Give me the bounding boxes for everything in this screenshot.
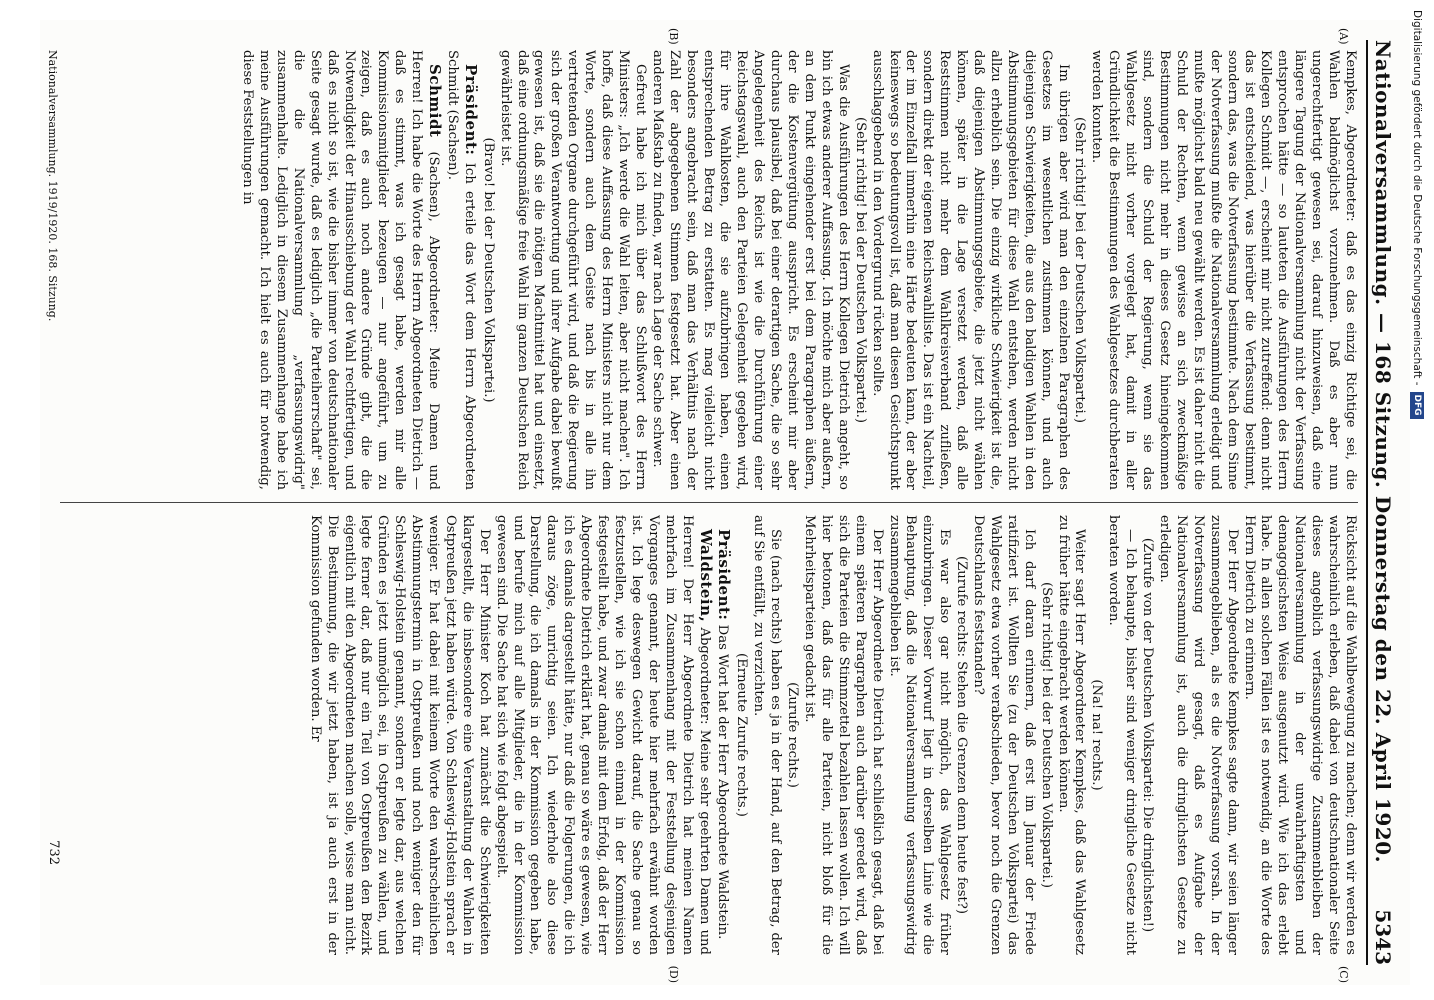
interjection: (Bravo! bei der Deutschen Volkspartei.): [480, 137, 496, 403]
dfg-logo: DFG: [1410, 392, 1424, 419]
interjection: (Zurufe rechts: Stehen die Grenzen denn heute fest?): [954, 556, 970, 914]
speaker-name: Schmidt: [426, 64, 445, 138]
speaker-paragraph: [443, 50, 479, 490]
speaker-name: Waldstein,: [696, 529, 715, 623]
interjection: (Sehr richtig! bei der Deutschen Volkspartei.): [852, 116, 868, 424]
body-paragraph: Im übrigen aber wird man den einzelnen Paragraphen des Gesetzes im wesentlichen zustimmen können, und auch diejenigen Schwierigkeiten, die aus den baldigen Wahlen in den Abstimmungsgebieten für diese Wahl entstehen, werden nicht allzu erheblich sein. Die einzig wirkliche Schwierigkeit ist die, daß diejenigen Abstimmungsgebiete, die jetzt nicht wählen können, später in die Lage versetzt werden, daß alle Reststimmen nicht mehr dem Wahlkreisverband zufließen, sondern direkt der eigenen Reichswahlliste. Das ist ein Nachteil, der im Einzelfall immerhin eine Härte bedeuten kann, der aber keineswegs so bedeutungsvoll ist, daß man diesen Gesichtspunkt ausschlaggebend in den Vordergrund rücken sollte.: [869, 50, 1071, 490]
speaker-paragraph: [492, 515, 714, 955]
body-paragraph: Gefreut habe ich mich über das Schlußwort des Herrn Ministers: „Ich werde die Wahl leiten, aber nicht machen". Ich hoffe, daß diese Auffassung des Herrn Ministers nicht nur dem Worte, sondern auch dem Geiste nach bis in alle ihn vertretenden Organe durchgeführt wird, und daß die Regierung sich der großen Verantwortung und ihrer Aufgabe dabei bewußt gewesen ist, daß sie die nötigen Machtmittel hat und einsetzt, daß eine ordnungsmäßige freie Wahl im ganzen Deutschen Reich gewährleistet ist.: [497, 50, 648, 490]
scanned-page: [40, 20, 1410, 985]
speech-text: (Sachsen), Abgeordneter: Meine Damen und Herren! Ich habe die Worte des Herrn Abgeordneten Dietrich — daß es stimmt, was ich gesagt habe, werden mir alle Kommissionsmitglieder bezeugen — nur angeführt, um zu zeigen, daß es auch noch andere Gründe gibt, die die Notwendigkeit der Hinausschiebung der Wahl rechtfertigen, und daß es nicht so ist, wie die bisher immer von deutschnationaler Seite gesagt wurde, daß es lediglich „die Parteiherrschaft" sei, die die Nationalversammlung „verfassungswidrig" zusammenhalte. Lediglich in diesem Zusammenhange habe ich meine Ausführungen gemacht. Ich hielt es auch für notwendig, diese Feststellungen in: [240, 50, 442, 490]
body-paragraph: Sie (nach rechts) haben es ja in der Hand, auf den Betrag, der auf Sie entfällt, zu verzichten.: [751, 515, 784, 955]
speech-text: Das Wort hat der Herr Abgeordnete Waldstein.: [715, 624, 731, 940]
interjection: (Sehr richtig! bei der Deutschen Volkspartei.): [1038, 581, 1054, 889]
body-paragraph: Der Herr Abgeordnete Kempkes sagte dann, wir seien länger zusammengeblieben, als es die Notverfassung vorsah. In der Notverfassung wird gesagt, daß es Aufgabe der Nationalversammlung ist, auch die dringlichsten Gesetze zu erledigen.: [1157, 515, 1240, 955]
body-paragraph: Der Herr Minister Koch hat zunächst die Schwierigkeiten klargestellt, die insbesondere eine Veranstaltung der Wahlen in Ostpreußen jetzt haben würde. Von Schleswig-Holstein sprach er weniger. Er hat dabei mit keinem Worte den wahrscheinlichen Abstimmungstermin in Ostpreußen und noch weniger den für Schleswig-Holstein genannt, sondern er legte dar, aus welchen Gründen es jetzt unmöglich sei, in Ostpreußen zu wählen, und legte ferner dar, daß nur ein Teil von Ostpreußen den Bezirk eigentlich mit den Abgeordneten machen solle, wisse man nicht. Die Bestimmung, die wir jetzt haben, ist ja auch erst in der Kommission gefunden worden. Er: [307, 515, 492, 955]
body-paragraph: — Ich behaupte, bisher sind weniger dringliche Gesetze nicht beraten worden.: [1106, 515, 1139, 955]
body-paragraph: Was die Ausführungen des Herrn Kollegen Dietrich angeht, so bin ich etwas anderer Auffassung. Ich möchte mich aber außern, an dem Punkt eingehender erst bei dem Paragraphen äußern, der die Kostenvergütung ausspricht. Es erscheint mir aber durchaus plausibel, daß bei einer derartigen Sache, die so sehr Angelegenheit des Reichs ist wie die Durchführung einer Reichstagswahl, auch den Parteien Gelegenheit gegeben wird, für ihre Wahlkosten, die sie aufzubringen haben, einen entsprechenden Betrag zu erstatten. Es mag vielleicht nicht besonders angebracht sein, daß man das Verhältnis nach der Zahl der abgegebenen Stimmen festgesetzt hat. Aber einen anderen Maßstab zu finden, war nach Lage der Sache schwer.: [649, 50, 851, 490]
body-paragraph: Kempkes, Abgeordneter: daß es das einzig Richtige sei, die Wahlen baldmöglichst vorzunehmen. Daß es aber nun ungerechtfertigt gewesen sei, darauf hinzuweisen, daß eine längere Tagung der Nationalversammlung nicht der Verfassung entsprochen hätte — so lauteten die Ausführungen des Herrn Kollegen Schmidt —, erscheint mir nicht zutreffend: denn nicht das ist entscheidend, was hierüber die Verfassung bestimmt, sondern das, was die Notverfassung bestimmte. Nach dem Sinne der Notverfassung mußte die Nationalversammlung erledigt und mußte möglichst bald neu gewählt werden. Es ist daher nicht die Schuld der Rechten, wenn gewisse an sich zweckmäßige Bestimmungen nicht mehr in dieses Gesetz hineingekommen sind, sondern die Schuld der Regierung, wenn sie das Wahlgesetz nicht vorher vorgelegt hat, damit in aller Gründlichkeit die Bestimmungen des Wahlgesetzes durchberaten werden konnten.: [1089, 50, 1358, 490]
body-paragraph: Der Herr Abgeordnete Dietrich hat schließlich gesagt, daß bei einem späteren Paragraphen auch darüber geredet wird, daß sich die Parteien die Stimmzettel bezahlen lassen wollen. Ich will hier betonen, daß das für alle Parteien, nicht bloß für die Mehrheitsparteien gedacht ist.: [802, 515, 885, 955]
rotated-page-content: [40, 20, 1410, 985]
margin-marker-b: (B): [667, 28, 680, 45]
footer-signature: 732: [46, 840, 61, 865]
page-header: [1366, 40, 1398, 965]
body-paragraph: Es war also gar nicht möglich, das Wahlgesetz früher einzubringen. Dieser Vorwurf liegt in derselben Linie wie die Behauptung, daß die Nationalversammlung verfassungswidrig zusammengeblieben ist.: [886, 515, 953, 955]
margin-marker-a: (A): [1337, 28, 1350, 45]
right-text-column: [60, 515, 1358, 955]
left-text-column: [60, 50, 1358, 490]
page-number: 5343: [1371, 909, 1395, 965]
digitization-credit-text: Digitalisierung gefördert durch die Deutsche Forschungsgemeinschaft -: [1411, 10, 1423, 386]
page-header-title: Nationalversammlung. — 168 Sitzung. Donnerstag den 22. April 1920.: [1371, 40, 1395, 864]
speaker-name: Präsident:: [461, 64, 480, 156]
interjection: (Erneute Zurufe rechts.): [734, 653, 750, 817]
interjection: (Na! na! rechts.): [1089, 679, 1105, 791]
column-divider: [60, 502, 1358, 503]
digitization-credit: [1411, 10, 1427, 990]
interjection: (Sehr richtig! bei der Deutschen Volkspartei.): [1072, 116, 1088, 424]
speaker-paragraph: [714, 515, 733, 955]
speech-text: Abgeordneter: Meine sehr geehrten Damen und Herren! Der Herr Abgeordnete Dietrich hat meinen Namen mehrfach im Zusammenhang mit der Feststellung desjenigen Vorganges genannt, der heute hier mehrfach erwähnt worden ist. Ich lege deswegen Gewicht darauf, die Sache genau so festzustellen, wie ich sie schon einmal in der Kommission festgestellt habe, und zwar damals mit dem Erfolg, daß der Herr Abgeordnete Dietrich erklärt hat, genau so wäre es gewesen, wie ich es damals dargestellt hätte, nur daß die Folgerungen, die ich daraus zöge, unrichtig seien. Ich wiederhole also diese Darstellung, die ich damals in der Kommission gegeben habe, und berufe mich auf alle Mitglieder, die in der Kommission gewesen sind. Die Sache hat sich wie folgt abgespielt.: [493, 515, 712, 955]
speaker-paragraph: [238, 50, 443, 490]
speech-text: Ich erteile das Wort dem Herrn Abgeordneten Schmidt (Sachsen).: [444, 50, 477, 490]
body-paragraph: Ich darf daran erinnern, daß erst im Januar der Friede ratifiziert ist. Wollten Sie (zu der Deutschen Volkspartei) das Wahlgesetz etwa vorher verabschieden, bevor noch die Grenzen Deutschlands feststanden?: [971, 515, 1037, 955]
body-paragraph: Weiter sagt Herr Abgeordneter Kempkes, daß das Wahlgesetz zu früher hätte eingebracht werden können.: [1055, 515, 1088, 955]
interjection: (Zurufe rechts.): [785, 682, 801, 788]
margin-marker-c: (C): [1337, 966, 1350, 983]
footer-source: Nationalversammlung. 1919/1920. 168. Sitzung.: [46, 50, 59, 322]
speaker-name: Präsident:: [715, 529, 734, 621]
body-paragraph: Rücksicht auf die Wahlbewegung zu machen; denn wir werden es wahrscheinlich erleben, daß dabei von deutschnationaler Seite dieses angeblich verfassungswidrige Zusammenbleiben der Nationalversammlung in der unwahrhaftigsten und demagogischsten Weise ausgenutzt wird. Wie ich das erlebt habe. In allen solchen Fällen ist es notwendig, an die Worte des Herrn Dietrich zu erinnern.: [1241, 515, 1358, 955]
interjection: (Zurufe von der Deutschen Volkspartei: Die dringlichsten!): [1140, 537, 1156, 933]
margin-marker-d: (D): [667, 965, 680, 983]
